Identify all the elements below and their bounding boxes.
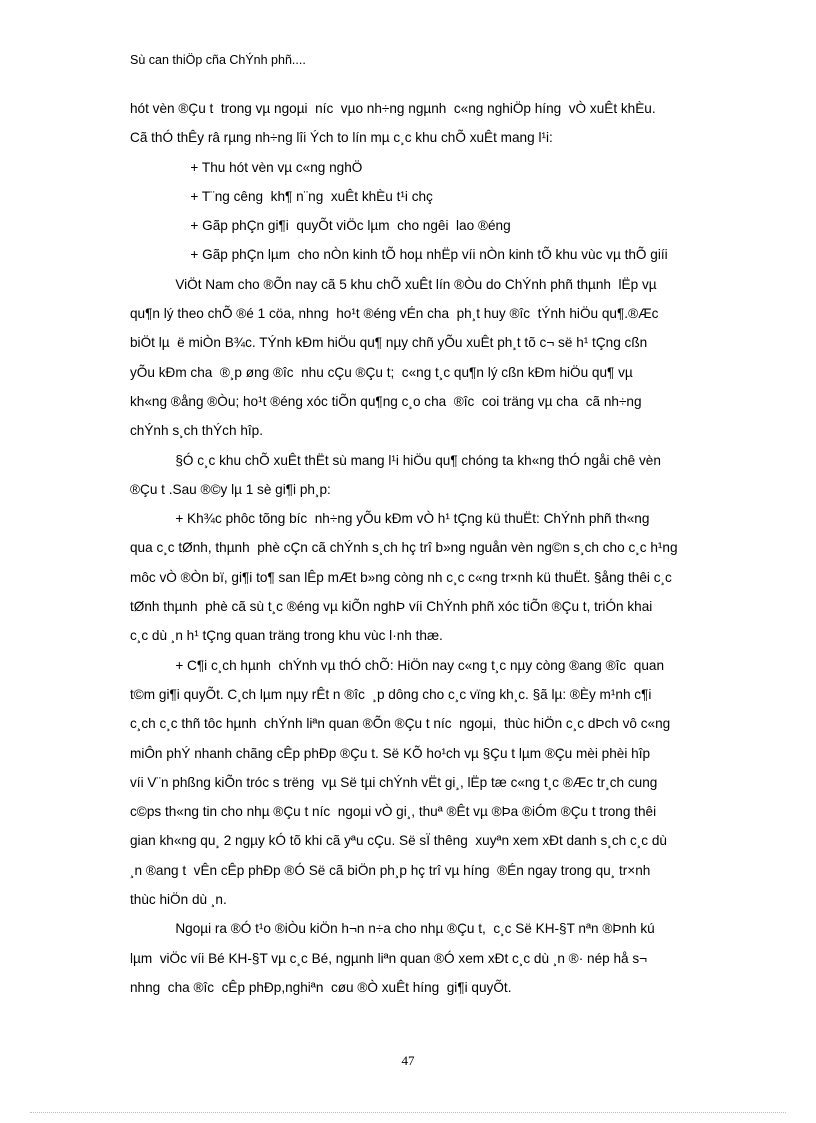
text-line: qua c¸c tØnh, thµnh phè cÇn cã chÝnh s¸ch hç trî b»ng nguån vèn ng©n s¸ch cho c¸c h¹ng (130, 540, 678, 556)
text-line: yÕu kÐm cha ®¸p øng ®îc nhu cÇu ®Çu t; c«ng t¸c qu¶n lý cßn kÐm hiÖu qu¶ vµ (130, 364, 633, 380)
text-line: môc vÒ ®Òn bï, gi¶i to¶ san lÊp mÆt b»ng còng nh c¸c c«ng tr×nh kü thuËt. §ång thêi c¸c (130, 569, 672, 585)
text-line: + Kh¾c phôc tõng bíc nh÷ng yÕu kÐm vÒ h¹ tÇng kü thuËt: ChÝnh phñ th«ng (130, 511, 650, 527)
page-bottom-divider (30, 1112, 786, 1113)
text-line: + C¶i c¸ch hµnh chÝnh vµ thÓ chÕ: HiÖn nay c«ng t¸c nµy còng ®ang ®îc quan (130, 657, 665, 673)
text-line: Cã thÓ thÊy râ rµng nh÷ng lîi Ých to lín mµ c¸c khu chÕ xuÊt mang l¹i: (130, 130, 553, 146)
text-line: hót vèn ®Çu t trong vµ ngoµi níc vµo nh÷ng ngµnh c«ng nghiÖp híng vÒ xuÊt khÈu. (130, 101, 656, 116)
text-line: gian kh«ng qu¸ 2 ngµy kÓ tõ khi cã yªu cÇu. Së sÏ thêng xuyªn xem xÐt danh s¸ch c¸c dù (130, 833, 667, 849)
text-line: + T¨ng cêng kh¶ n¨ng xuÊt khÈu t¹i chç (130, 188, 433, 204)
text-line: c¸ch c¸c thñ tôc hµnh chÝnh liªn quan ®Õn ®Çu t níc ngoµi, thùc hiÖn c¸c dÞch vô c«ng (130, 716, 671, 732)
text-line: ®Çu t .Sau ®©y lµ 1 sè gi¶i ph¸p: (130, 481, 331, 497)
text-line: lµm viÖc víi Bé KH-§T vµ c¸c Bé, ngµnh liªn quan ®Ó xem xÐt c¸c dù ¸n ®· nép hå s¬ (130, 950, 648, 966)
text-line: t©m gi¶i quyÕt. C¸ch lµm nµy rÊt n ®îc ¸p dông cho c¸c vïng kh¸c. §ã lµ: ®Èy m¹nh c¶i (130, 686, 652, 702)
text-line: víi V¨n phßng kiÕn tróc s trëng vµ Së tµi chÝnh vËt gi¸, lËp tæ c«ng t¸c ®Æc tr¸ch cung (130, 774, 658, 790)
text-line: chÝnh s¸ch thÝch hîp. (130, 423, 263, 439)
text-line: + Gãp phÇn lµm cho nÒn kinh tÕ hoµ nhËp víi nÒn kinh tÕ khu vùc vµ thÕ giíi (130, 247, 668, 263)
text-line: ViÖt Nam cho ®Õn nay cã 5 khu chÕ xuÊt lín ®Òu do ChÝnh phñ thµnh lËp vµ (130, 276, 657, 292)
page-number: 47 (401, 1053, 415, 1068)
text-line: miÔn phÝ nhanh chãng cÊp phÐp ®Çu t. Së KÕ ho¹ch vµ §Çu t lµm ®Çu mèi phèi hîp (130, 745, 651, 761)
running-header: Sù can thiÖp cña ChÝnh phñ.... (130, 53, 306, 67)
text-line: thùc hiÖn dù ¸n. (130, 892, 227, 908)
text-line: + Thu hót vèn vµ c«ng nghÖ (130, 159, 363, 175)
text-line: + Gãp phÇn gi¶i quyÕt viÖc lµm cho ngêi lao ®éng (130, 218, 511, 234)
text-line: kh«ng ®ång ®Òu; ho¹t ®éng xóc tiÕn qu¶ng c¸o cha ®îc coi träng vµ cha cã nh÷ng (130, 393, 642, 409)
text-line: qu¶n lý theo chÕ ®é 1 cöa, nhng ho¹t ®éng vÉn cha ph¸t huy ®îc tÝnh hiÖu qu¶.®Æc (130, 306, 659, 322)
text-line: Ngoµi ra ®Ó t¹o ®iÒu kiÖn h¬n n÷a cho nhµ ®Çu t, c¸c Së KH-§T nªn ®Þnh kú (130, 921, 655, 937)
text-line: c¸c dù ¸n h¹ tÇng quan träng trong khu vùc l·nh thæ. (130, 628, 443, 644)
document-body (130, 94, 720, 1002)
text-line: nhng cha ®îc cÊp phÐp,nghiªn cøu ®Ò xuÊt híng gi¶i quyÕt. (130, 979, 512, 995)
text-line: tØnh thµnh phè cã sù t¸c ®éng vµ kiÕn nghÞ víi ChÝnh phñ xóc tiÕn ®Çu t, triÓn khai (130, 599, 653, 615)
text-line: c©ps th«ng tin cho nhµ ®Çu t níc ngoµi vÒ gi¸, thuª ®Êt vµ ®Þa ®iÓm ®Çu t trong thêi (130, 804, 657, 820)
text-line: biÖt lµ ë miÒn B¾c. TÝnh kÐm hiÖu qu¶ nµy chñ yÕu xuÊt ph¸t tõ c¬ së h¹ tÇng cßn (130, 335, 648, 351)
text-line: §Ó c¸c khu chÕ xuÊt thËt sù mang l¹i hiÖu qu¶ chóng ta kh«ng thÓ ngåi chê vèn (130, 452, 661, 468)
text-line: ¸n ®ang t vÊn cÊp phÐp ®Ó Së cã biÖn ph¸p hç trî vµ híng ®Én ngay trong qu¸ tr×nh (130, 862, 651, 878)
